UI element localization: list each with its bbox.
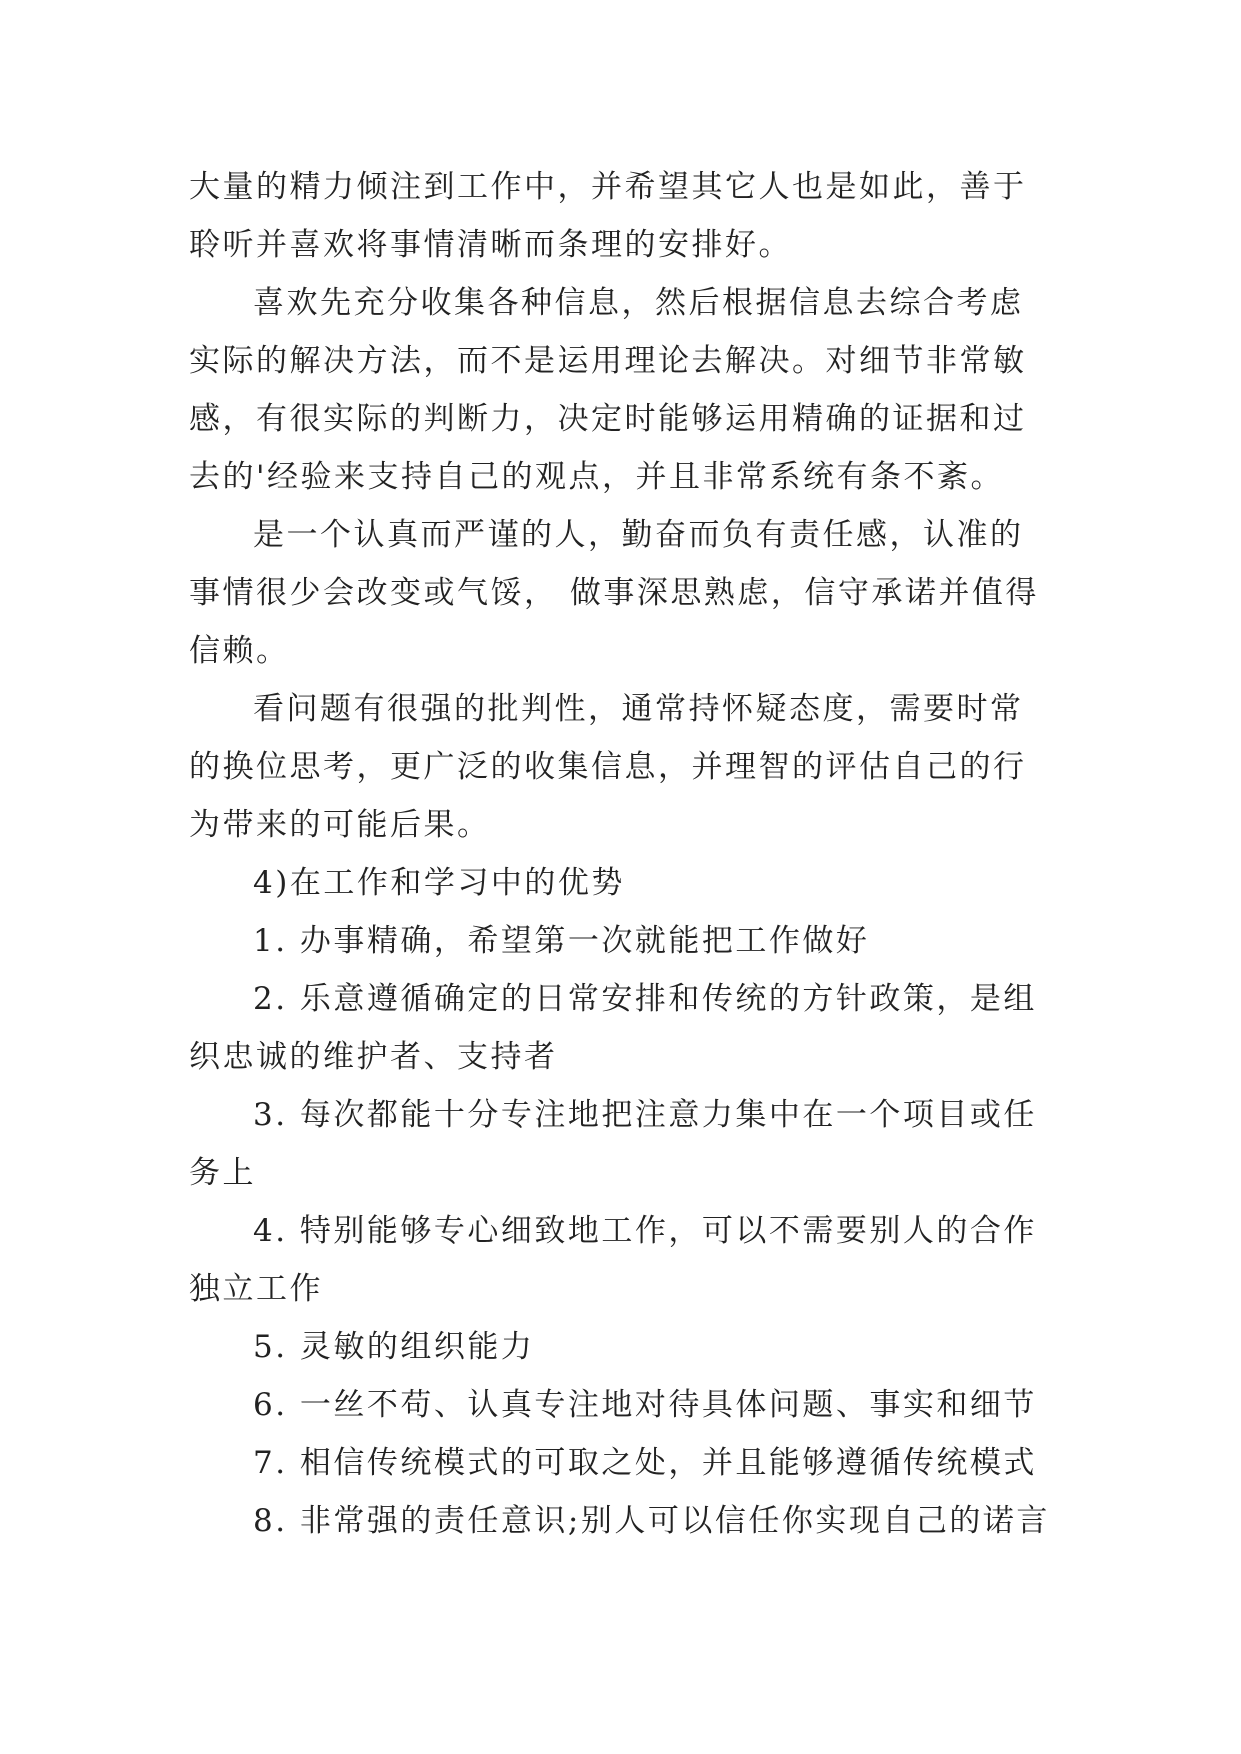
list-item: 6. 一丝不苟、认真专注地对待具体问题、事实和细节 xyxy=(253,1387,1037,1423)
paragraph-critical-thinking: 看问题有很强的批判性，通常持怀疑态度，需要时常的换位思考，更广泛的收集信息，并理智的评估自己的行为带来的可能后果。 xyxy=(189,691,1027,843)
paragraph-serious-character: 是一个认真而严谨的人，勤奋而负有责任感，认准的事情很少会改变或气馁， 做事深思熟虑，信守承诺并值得信赖。 xyxy=(189,517,1039,669)
list-item: 2. 乐意遵循确定的日常安排和传统的方针政策，是组织忠诚的维护者、支持者 xyxy=(189,981,1037,1075)
list-item: 3. 每次都能十分专注地把注意力集中在一个项目或任务上 xyxy=(189,1097,1037,1191)
document-body xyxy=(189,158,1051,1550)
list-item: 1. 办事精确，希望第一次就能把工作做好 xyxy=(253,923,870,959)
list-item: 4. 特别能够专心细致地工作，可以不需要别人的合作独立工作 xyxy=(189,1213,1037,1307)
list-item: 7. 相信传统模式的可取之处，并且能够遵循传统模式 xyxy=(253,1445,1037,1481)
list-item: 5. 灵敏的组织能力 xyxy=(253,1329,535,1365)
paragraph-information-gathering: 喜欢先充分收集各种信息，然后根据信息去综合考虑实际的解决方法，而不是运用理论去解决。对细节非常敏感，有很实际的判断力，决定时能够运用精确的证据和过去的'经验来支持自己的观点，并且非常系统有条不紊。 xyxy=(189,285,1027,495)
paragraph-continued: 大量的精力倾注到工作中，并希望其它人也是如此，善于聆听并喜欢将事情清晰而条理的安排好。 xyxy=(189,169,1027,263)
list-item: 8. 非常强的责任意识;别人可以信任你实现自己的诺言 xyxy=(253,1503,1050,1539)
section-heading-strengths: 4)在工作和学习中的优势 xyxy=(253,865,625,901)
